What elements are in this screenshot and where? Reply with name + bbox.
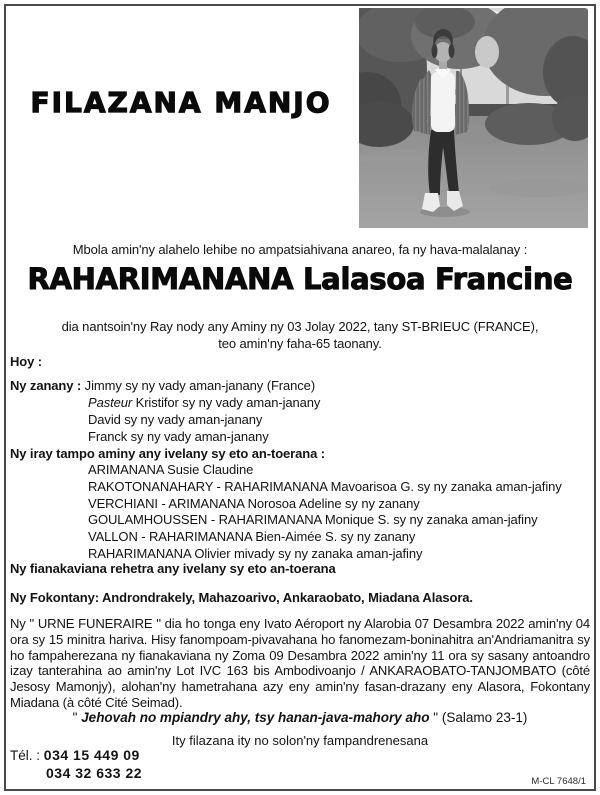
ceremony-announcement: Ny " URNE FUNERAIRE " dia ho tonga eny Ivato Aéroport ny Alarobia 07 Desambra 2022 amin'ny 04 ora sy 15 minitra hariva. Hisy fanompoam-pivavahana ho fanomezam-boninahitra an'Andriamanitra sy ho fampaherezana ny fianakaviana ny Zoma 09 Desambra 2022 amin'ny 11 ora sy sasany antoandro izay tanterahina ao amin'ny Lot IVC 163 bis Ambodivoanjo / ANKARAOBATO-TANJOMBATO (côté Jesosy Mamonjy), alohan'ny hametrahana azy eny amin'ny fasan-drazany eny Alasora, Fokontany Miadana (à côté Cité Seimad). [10, 616, 590, 710]
children-row [88, 411, 590, 428]
death-details [10, 318, 590, 352]
sibling-item: VALLON - RAHARIMANANA Bien-Aimée S. sy ny zanany [88, 529, 416, 545]
death-line-2: teo amin'ny faha-65 taonany. [218, 336, 382, 351]
deceased-name: RAHARIMANANA Lalasoa Francine [27, 262, 573, 296]
verse-open-quote: " [72, 710, 78, 725]
verse-text: Jehovah no mpiandry ahy, tsy hanan-java-mahory aho [81, 710, 430, 725]
family-line: Ny fianakaviana rehetra any ivelany sy eto an-toerana [10, 561, 336, 576]
sibling-item: RAKOTONANAHARY - RAHARIMANANA Mavoarisoa G. sy ny zanaka aman-jafiny [88, 478, 562, 494]
phone-number-1: 034 15 449 09 [43, 747, 140, 763]
sibling-item: RAHARIMANANA Olivier mivady sy ny zanaka aman-jafiny [88, 545, 423, 561]
print-reference: M-CL 7648/1 [531, 776, 586, 787]
bible-verse [10, 710, 590, 725]
child-title-italic: Pasteur [88, 395, 133, 410]
intro-line: Mbola amin'ny alahelo lehibe no ampatsiahivana anareo, fa ny hava-malalanay : [72, 242, 528, 257]
phone-block [10, 747, 142, 782]
page-title: FILAZANA MANJO [30, 86, 332, 119]
sibling-item: VERCHIANI - ARIMANANA Norosoa Adeline sy ny zanany [88, 495, 420, 511]
child-item: David sy ny vady aman-janany [88, 412, 263, 427]
child-item: Jimmy sy ny vady aman-janany (France) [84, 378, 316, 393]
verse-reference: (Salamo 23-1) [441, 710, 528, 725]
child-item: Kristifor sy ny vady aman-janany [132, 395, 321, 410]
portrait-photo-illustration [359, 8, 588, 228]
sibling-item: GOULAMHOUSSEN - RAHARIMANANA Monique S. sy ny zanaka aman-jafiny [88, 512, 538, 528]
children-label: Ny zanany : [10, 378, 82, 393]
death-line-1: dia nantsoin'ny Ray nody any Aminy ny 03 Jolay 2022, tany ST-BRIEUC (FRANCE), [61, 319, 539, 334]
replacement-notice: Ity filazana ity no solon'ny fampandrenesana [171, 733, 429, 748]
child-item: Franck sy ny vady aman-janany [88, 429, 269, 444]
hoy-label: Hoy : [10, 354, 43, 369]
phone-line-1 [10, 747, 142, 765]
children-row [10, 377, 590, 394]
page-border [4, 4, 596, 791]
children-row [88, 428, 590, 445]
siblings-label: Ny iray tampo aminy any ivelany sy eto an-toerana : [10, 446, 325, 461]
children-section [10, 377, 590, 445]
siblings-section [88, 462, 590, 563]
fokontany-line: Ny Fokontany: Androndrakely, Mahazoarivo, Ankaraobato, Miadana Alasora. [10, 590, 473, 605]
phone-label: Tél. : [10, 748, 41, 763]
phone-number-2: 034 32 633 22 [46, 764, 143, 781]
sibling-item: ARIMANANA Susie Claudine [88, 462, 254, 477]
children-row [88, 394, 590, 411]
portrait-photo [359, 8, 588, 228]
verse-close-quote: " [433, 710, 439, 725]
